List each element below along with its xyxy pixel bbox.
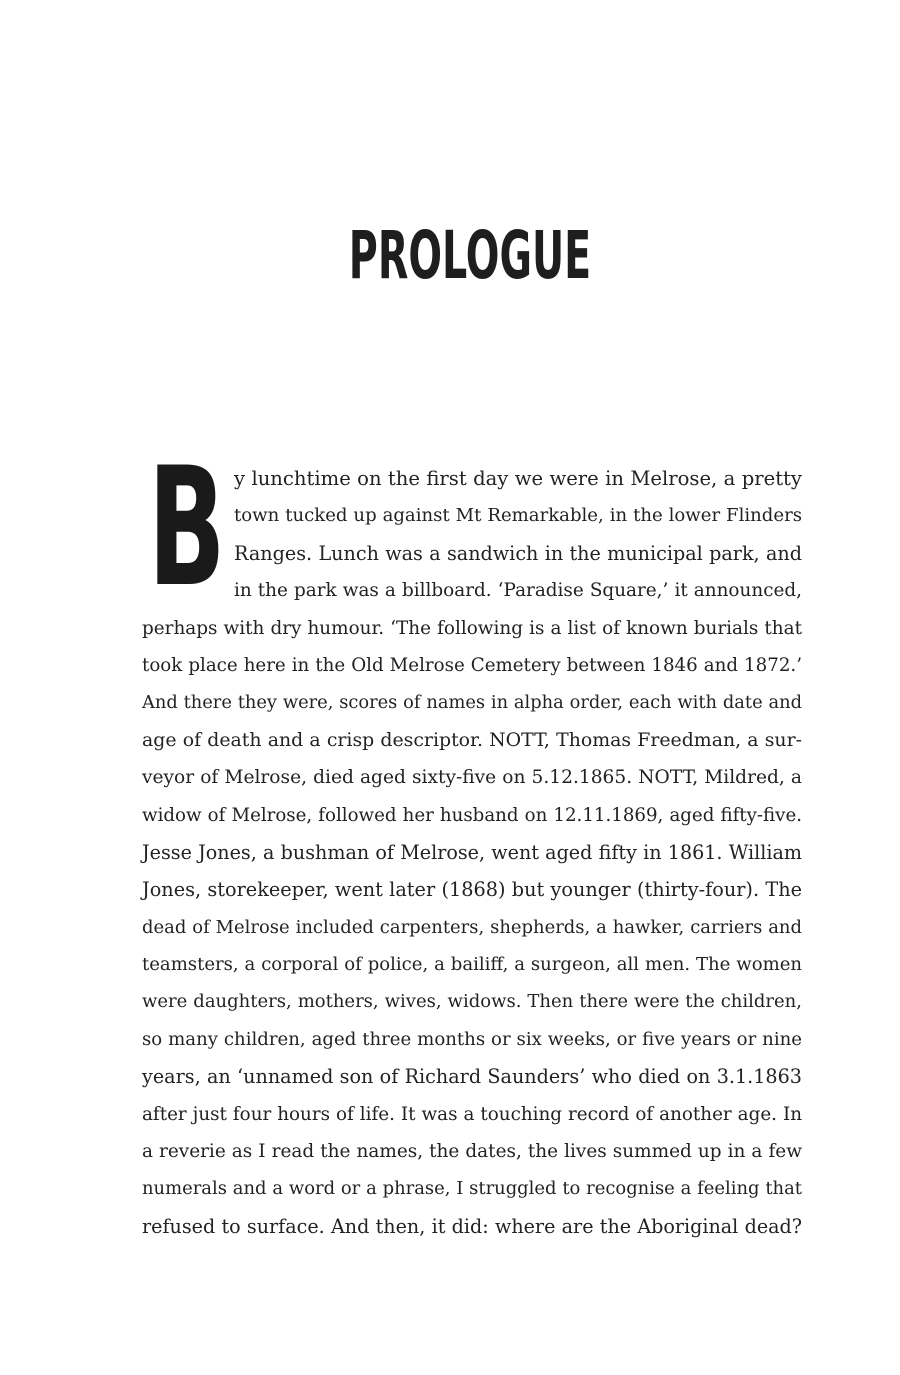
text-line: age of death and a crisp descriptor. NOTT, Thomas Freedman, a sur- <box>142 728 802 751</box>
text-line: a reverie as I read the names, the dates, the lives summed up in a few <box>142 1141 802 1163</box>
text-line: dead of Melrose included carpenters, shepherds, a hawker, carriers and <box>142 916 802 938</box>
text-line: so many children, aged three months or six weeks, or five years or nine <box>142 1028 802 1050</box>
text-line: in the park was a billboard. ‘Paradise Square,’ it announced, <box>234 580 802 602</box>
text-line: veyor of Melrose, died aged sixty-five on 5.12.1865. NOTT, Mildred, a <box>142 767 802 789</box>
text-line: town tucked up against Mt Remarkable, in the lower Flinders <box>234 505 802 527</box>
text-line: numerals and a word or a phrase, I struggled to recognise a feeling that <box>142 1178 802 1200</box>
text-line: years, an ‘unnamed son of Richard Saunders’ who died on 3.1.1863 <box>142 1065 802 1089</box>
text-line: after just four hours of life. It was a touching record of another age. In <box>142 1103 802 1125</box>
text-line: took place here in the Old Melrose Cemetery between 1846 and 1872.’ <box>142 654 802 676</box>
text-line: were daughters, mothers, wives, widows. Then there were the children, <box>142 991 802 1013</box>
drop-cap: B <box>148 432 226 623</box>
body-text <box>142 432 802 1245</box>
text-line: And there they were, scores of names in alpha order, each with date and <box>142 692 802 714</box>
text-line: Jones, storekeeper, went later (1868) but younger (thirty-four). The <box>142 878 802 902</box>
chapter-title: PROLOGUE <box>348 217 592 294</box>
text-line: teamsters, a corporal of police, a bailiff, a surgeon, all men. The women <box>142 954 802 976</box>
text-line: Ranges. Lunch was a sandwich in the municipal park, and <box>234 541 802 565</box>
text-line: widow of Melrose, followed her husband on 12.11.1869, aged fifty-five. <box>142 804 802 826</box>
text-line: y lunchtime on the first day we were in Melrose, a pretty <box>234 467 802 490</box>
text-line: refused to surface. And then, it did: where are the Aboriginal dead? <box>142 1214 802 1238</box>
text-line: perhaps with dry humour. ‘The following is a list of known burials that <box>142 617 802 639</box>
text-line: Jesse Jones, a bushman of Melrose, went aged fifty in 1861. William <box>142 840 802 864</box>
